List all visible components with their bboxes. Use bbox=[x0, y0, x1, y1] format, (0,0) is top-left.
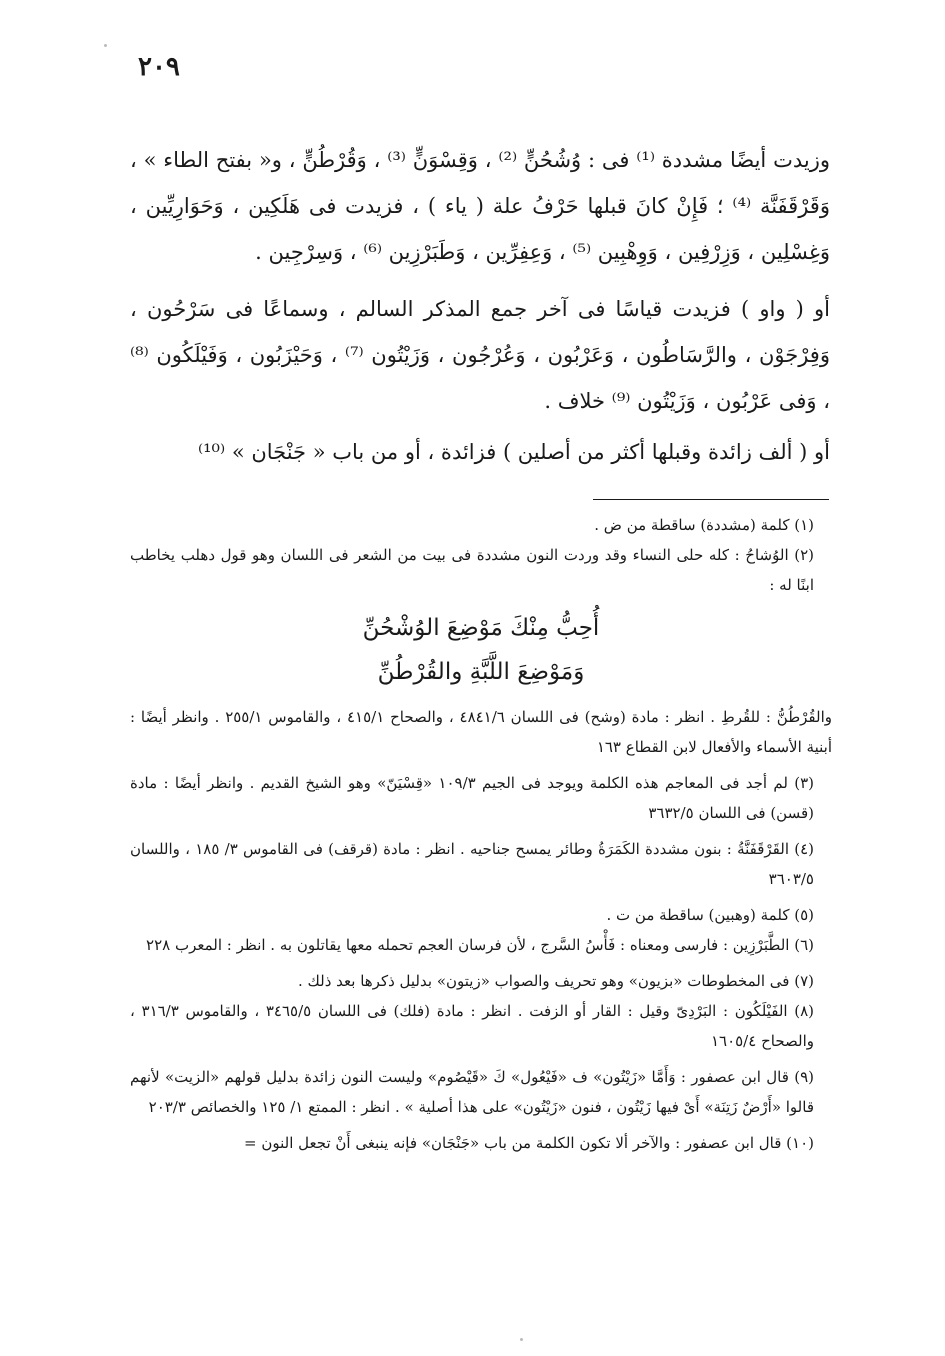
main-paragraph-2 bbox=[130, 286, 830, 424]
poem-line-2: وَمَوْضِعَ اللَّبَّةِ والقُرْطُنِّ bbox=[377, 659, 585, 685]
main-paragraph-1 bbox=[130, 137, 830, 275]
page-number: ٢٠٩ bbox=[138, 52, 180, 82]
footnote-8: (٨) الفَيْلَكُون : البَرْدِىّ وقيل : القار أو الزفت . انظر : مادة (فلك) فى اللسان ٣٤٦٥/٥ ، والقاموس ٣١٦/٣ ، والصحاح ١٦٠٥/٤ bbox=[130, 1002, 815, 1050]
footnote-2-continued: والقُرْطُنُّ : للقُرطِ . انظر : مادة (وشح) فى اللسان ٤٨٤١/٦ ، والصحاح ٤١٥/١ ، والقاموس ٢٥٥/١ . وانظر أيضًا : أبنية الأسماء والأفعال لابن القطاع ١٦٣ bbox=[130, 708, 832, 756]
footnote-1: (١) كلمة (مشددة) ساقطة من ض . bbox=[594, 516, 814, 534]
main-paragraph-3 bbox=[130, 429, 830, 475]
footnotes-section bbox=[130, 510, 832, 1158]
footnote-6: (٦) الطَّبَرْزِين : فارسى ومعناه : فَأْسُ السَّرج ، لأن فرسان العجم تحمله معها يقاتلون به . انظر : المعرب ٢٢٨ bbox=[146, 936, 814, 954]
scan-speck bbox=[104, 44, 107, 47]
paragraph-text: أو ( ألف زائدة وقبلها أكثر من أصلين ) فزائدة ، أو من باب « جَنْجَان » ⁽¹⁰⁾ bbox=[197, 440, 830, 464]
footnote-7: (٧) فى المخطوطات «بزيون» وهو تحريف والصواب «زيتون» بدليل ذكرها بعد ذلك . bbox=[297, 972, 814, 990]
footnote-10: (١٠) قال ابن عصفور : والآخر ألا تكون الكلمة من باب «جَنْجَان» فإنه ينبغى أَنْ تجعل النون = bbox=[244, 1134, 814, 1152]
footnote-9: (٩) قال ابن عصفور : وَأَمَّا «زَيْتُون» ف «فَيْعُول» كَ «قَيْصُوم» وليست النون زائدة بدليل قولهم «الزيت» لأنهم قالوا «أَرْضٌ زَتِنَة» أَىْ فيها زَيْتُون ، فنون «زَيْتُون» على هذا أصلية » . انظر : الممتع ١/ ١٢٥ والخصائص ٢٠٣/٣ bbox=[130, 1068, 814, 1116]
footnote-4: (٤) القَرْقَفَنَّةُ : بنون مشددة الكَمَرَةُ وطائر يمسح جناحيه . انظر : مادة (قرقف) فى القاموس ٣/ ١٨٥ ، واللسان ٣٦٠٣/٥ bbox=[130, 840, 814, 888]
paragraph-text: أو ( واو ) فزيدت قياسًا فى آخر جمع المذكر السالم ، وسماعًا فى سَرْحُون ، وَفِرْجَوْن ، والرَّسَاطُون ، وَعَرْبُون ، وَعُرْجُون ، وَزَيْتُون ⁽⁷⁾ ، وَحَيْزَبُون ، وَفَيْلَكُون ⁽⁸⁾ ، وَفى عَرْبُون ، وَزَيْتُون ⁽⁹⁾ خلاف . bbox=[130, 297, 830, 413]
poem-verse bbox=[130, 606, 832, 694]
footnote-5: (٥) كلمة (وهبين) ساقطة من ت . bbox=[606, 906, 814, 924]
footnote-3: (٣) لم أجد فى المعاجم هذه الكلمة ويوجد فى الجيم ١٠٩/٣ «قِسْيَنّ» وهو الشيخ القديم . وانظر أيضًا : مادة (قسن) فى اللسان ٣٦٣٢/٥ bbox=[130, 774, 814, 822]
paragraph-text: وزيدت أيضًا مشددة ⁽¹⁾ فى : وُشُحُنٍّ ⁽²⁾ ، وَقِسْوَنٍّ ⁽³⁾ ، وَقُرْطُنٍّ ، و« بفتح الطاء » ، وَقَرْقَفَنَّة ⁽⁴⁾ ؛ فَإِنْ كانَ قبلها حَرْفُ علة ( ياء ) ، فزيدت فى هَلَكِين ، وَحَوَارِيِّين ، وَغِسْلِين ، وَزِرْفِين ، وَوِهْبِين ⁽⁵⁾ ، وَعِفِرِّين ، وَطَبَرْزِين ⁽⁶⁾ ، وَسِرْجِين . bbox=[130, 148, 830, 264]
poem-line-1: أُحِبُّ مِنْكَ مَوْضِعَ الوُشْحُنِّ bbox=[362, 615, 600, 641]
scan-speck bbox=[520, 1338, 523, 1341]
footnote-2: (٢) الوُشاحُ : كله حلى النساء وقد وردت النون مشددة فى بيت من الشعر فى اللسان وهو قول دهلب يخاطب ابنًا له : bbox=[130, 546, 814, 594]
footnote-divider bbox=[593, 499, 829, 500]
